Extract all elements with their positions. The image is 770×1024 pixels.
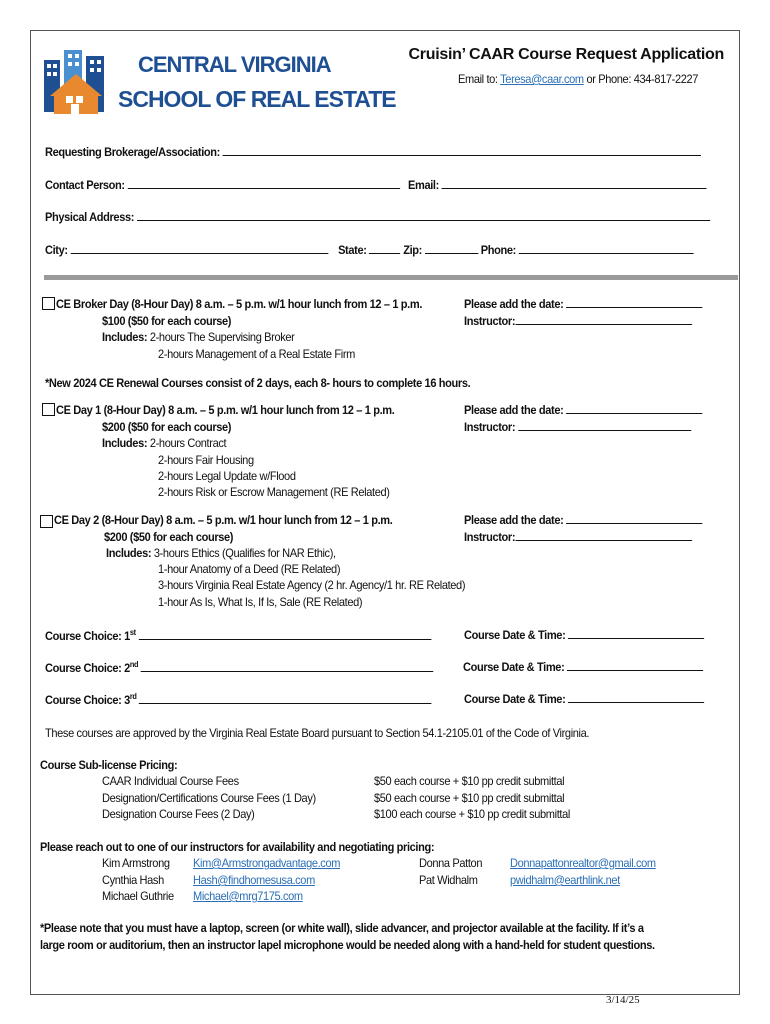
- course-choice-row: [45, 628, 431, 643]
- broker-day-price: $100 ($50 for each course): [102, 314, 232, 328]
- ce-day1-date: [464, 403, 702, 417]
- course-choice-ordinal: st: [129, 628, 136, 637]
- equipment-note-line1: *Please note that you must have a laptop, screen (or white wall), slide advancer, and projector available at the facility. If it’s a: [40, 921, 644, 935]
- course-date-label: Course Date & Time:: [463, 660, 565, 674]
- broker-day-instructor: [464, 314, 692, 328]
- ce-day2-date-label: Please add the date:: [464, 513, 564, 527]
- ce-day2-includes: [106, 546, 336, 560]
- instructor-name: Michael Guthrie: [102, 889, 174, 903]
- instructor-email-link[interactable]: pwidhalm@earthlink.net: [510, 873, 620, 887]
- pricing-row-price: $50 each course + $10 pp credit submittal: [374, 791, 565, 805]
- broker-day-item: 2-hours The Supervising Broker: [149, 330, 295, 344]
- course-choice-input[interactable]: [138, 629, 431, 640]
- course-choice-input[interactable]: [141, 661, 434, 672]
- broker-day-checkbox[interactable]: [42, 297, 55, 310]
- ce-day2-title: CE Day 2 (8-Hour Day) 8 a.m. – 5 p.m. w/1 hour lunch from 12 – 1 p.m.: [54, 513, 393, 527]
- ce-day1-date-input[interactable]: [566, 403, 702, 414]
- contact-suffix: or Phone: 434-817-2227: [583, 72, 699, 86]
- instructor-name: Cynthia Hash: [102, 873, 164, 887]
- section-divider: [44, 275, 738, 280]
- ce-day2-item: 3-hours Virginia Real Estate Agency (2 hr. Agency/1 hr. RE Related): [158, 578, 466, 592]
- address-field: [45, 210, 710, 224]
- ce-day2-item: 3-hours Ethics (Qualifies for NAR Ethic),: [153, 546, 336, 560]
- contact-input[interactable]: [127, 178, 399, 189]
- address-label: Physical Address:: [45, 210, 135, 224]
- course-choice-label: Course Choice: 2: [45, 661, 130, 675]
- contact-line: [458, 72, 698, 86]
- broker-day-instructor-input[interactable]: [515, 314, 692, 325]
- phone-input[interactable]: [519, 243, 694, 254]
- course-choice-label: Course Choice: 3: [45, 693, 130, 707]
- course-date-input[interactable]: [567, 660, 703, 671]
- pricing-row-name: CAAR Individual Course Fees: [102, 774, 239, 788]
- email-label: Email:: [407, 178, 439, 192]
- buildings-icon: [42, 46, 114, 118]
- school-logo: [42, 46, 396, 120]
- ce-day1-instructor: [464, 420, 691, 434]
- page-title: Cruisin’ CAAR Course Request Application: [408, 46, 724, 63]
- ce-day1-title: CE Day 1 (8-Hour Day) 8 a.m. – 5 p.m. w/1 hour lunch from 12 – 1 p.m.: [56, 403, 395, 417]
- contact-prefix: Email to:: [458, 72, 501, 86]
- course-choice-ordinal: nd: [129, 660, 139, 669]
- city-input[interactable]: [70, 243, 328, 254]
- ce-day2-instructor: [464, 530, 692, 544]
- broker-day-includes-label: Includes:: [102, 330, 148, 344]
- course-date-label: Course Date & Time:: [464, 692, 566, 706]
- brokerage-label: Requesting Brokerage/Association:: [45, 145, 220, 159]
- instructor-email-link[interactable]: Kim@Armstrongadvantage.com: [193, 856, 341, 870]
- equipment-note-line2: large room or auditorium, then an instructor lapel microphone would be needed along with a hand-held for student questions.: [40, 938, 655, 952]
- broker-day-instructor-label: Instructor:: [464, 314, 516, 328]
- pricing-row-price: $100 each course + $10 pp credit submittal: [374, 807, 570, 821]
- ce-day2-date-input[interactable]: [566, 513, 702, 524]
- course-date-row: [464, 628, 704, 642]
- pricing-title: Course Sub-license Pricing:: [40, 758, 178, 772]
- email-input[interactable]: [442, 178, 707, 189]
- broker-day-date: [464, 297, 702, 311]
- course-date-input[interactable]: [568, 628, 704, 639]
- contact-email-link[interactable]: Teresa@caar.com: [500, 72, 584, 86]
- state-input[interactable]: [369, 243, 400, 254]
- ce-day1-item: 2-hours Risk or Escrow Management (RE Related): [158, 485, 390, 499]
- broker-day-title: CE Broker Day (8-Hour Day) 8 a.m. – 5 p.m. w/1 hour lunch from 12 – 1 p.m.: [56, 297, 423, 311]
- ce-day2-instructor-label: Instructor:: [464, 530, 516, 544]
- instructor-email-link[interactable]: Donnapattonrealtor@gmail.com: [510, 856, 656, 870]
- course-choice-row: [45, 660, 433, 675]
- address-input[interactable]: [137, 210, 710, 221]
- pricing-row-name: Designation/Certifications Course Fees (1 Day): [102, 791, 316, 805]
- footer-date: 3/14/25: [606, 994, 640, 1006]
- course-date-input[interactable]: [568, 692, 704, 703]
- broker-day-includes: [102, 330, 294, 344]
- approval-statement: These courses are approved by the Virginia Real Estate Board pursuant to Section 54.1-2105.01 of the Code of Virginia.: [45, 726, 590, 740]
- ce-day1-includes-label: Includes:: [102, 436, 148, 450]
- zip-label: Zip:: [403, 243, 422, 257]
- instructor-name: Kim Armstrong: [102, 856, 170, 870]
- ce-day2-item: 1-hour As Is, What Is, If Is, Sale (RE Related): [158, 595, 363, 609]
- renewal-note: *New 2024 CE Renewal Courses consist of 2 days, each 8- hours to complete 16 hours.: [45, 376, 471, 390]
- ce-day1-checkbox[interactable]: [42, 403, 55, 416]
- course-date-row: [464, 692, 704, 706]
- ce-day2-instructor-input[interactable]: [515, 530, 692, 541]
- broker-day-date-input[interactable]: [566, 297, 702, 308]
- ce-day2-item: 1-hour Anatomy of a Deed (RE Related): [158, 562, 341, 576]
- instructor-name: Donna Patton: [419, 856, 483, 870]
- ce-day1-instructor-input[interactable]: [518, 420, 691, 431]
- ce-day2-includes-label: Includes:: [106, 546, 152, 560]
- course-choice-input[interactable]: [139, 693, 432, 704]
- broker-day-date-label: Please add the date:: [464, 297, 564, 311]
- instructor-email-link[interactable]: Hash@findhomesusa.com: [193, 873, 315, 887]
- course-date-label: Course Date & Time:: [464, 628, 566, 642]
- city-label: City: [45, 243, 65, 257]
- pricing-row-price: $50 each course + $10 pp credit submittal: [374, 774, 565, 788]
- ce-day1-item: 2-hours Fair Housing: [158, 453, 254, 467]
- phone-label: Phone: [480, 243, 513, 257]
- course-choice-ordinal: rd: [129, 692, 137, 701]
- course-date-row: [463, 660, 703, 674]
- state-label: State: [338, 243, 364, 257]
- instructors-title: Please reach out to one of our instructors for availability and negotiating pricing:: [40, 840, 435, 854]
- ce-day2-price: $200 ($50 for each course): [104, 530, 234, 544]
- ce-day1-item: 2-hours Contract: [149, 436, 227, 450]
- brokerage-field: [45, 145, 701, 159]
- logo-line2: SCHOOL OF REAL ESTATE: [118, 86, 396, 112]
- city-field: City: State: Zip: Phone:: [45, 243, 693, 257]
- course-choice-label: Course Choice: 1: [45, 629, 130, 643]
- logo-line1: CENTRAL VIRGINIA: [138, 52, 331, 77]
- ce-day1-includes: [102, 436, 226, 450]
- course-choice-row: [45, 692, 432, 707]
- brokerage-input[interactable]: [223, 145, 701, 156]
- ce-day1-date-label: Please add the date:: [464, 403, 564, 417]
- zip-input[interactable]: [425, 243, 478, 254]
- contact-label: Contact Person:: [45, 178, 125, 192]
- ce-day1-price: $200 ($50 for each course): [102, 420, 232, 434]
- ce-day1-item: 2-hours Legal Update w/Flood: [158, 469, 296, 483]
- ce-day2-checkbox[interactable]: [40, 515, 53, 528]
- broker-day-item: 2-hours Management of a Real Estate Firm: [158, 347, 355, 361]
- ce-day1-instructor-label: Instructor:: [464, 420, 516, 434]
- pricing-row-name: Designation Course Fees (2 Day): [102, 807, 255, 821]
- instructor-name: Pat Widhalm: [419, 873, 478, 887]
- ce-day2-date: [464, 513, 702, 527]
- contact-field: [45, 178, 707, 192]
- instructor-email-link[interactable]: Michael@mrg7175.com: [193, 889, 303, 903]
